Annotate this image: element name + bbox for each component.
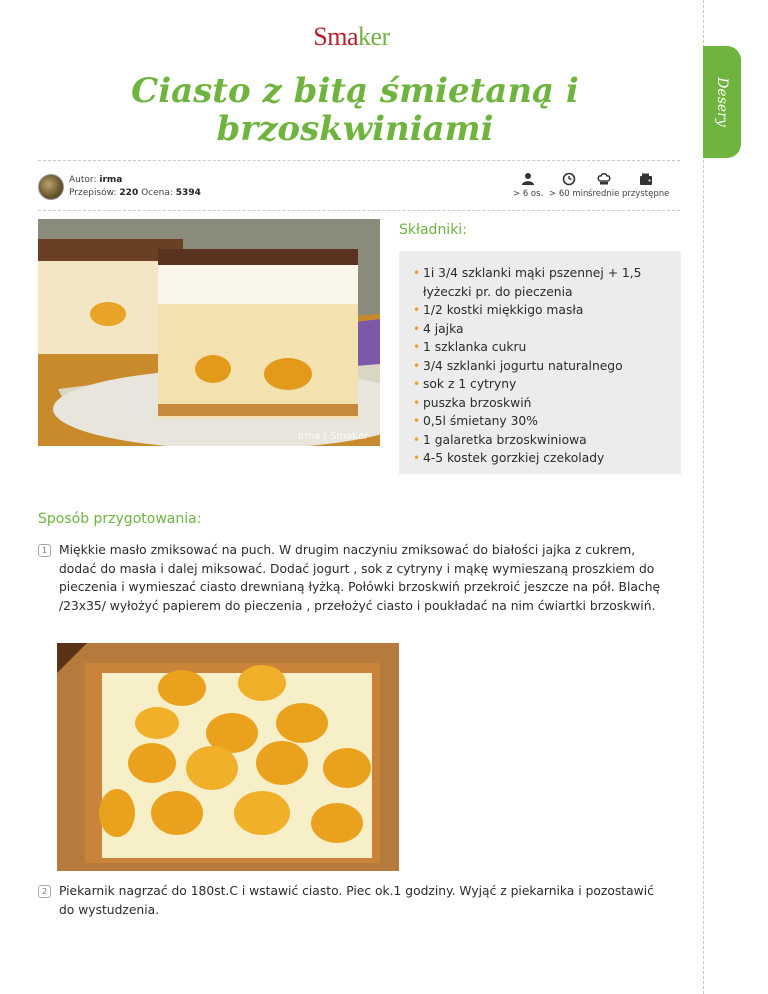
recipe-photo [38, 219, 380, 446]
baking-tray-image [57, 643, 399, 871]
brand-logo-accent: ker [358, 22, 390, 51]
step-number: 2 [38, 885, 51, 898]
chef-hat-icon [597, 172, 611, 186]
author-block [38, 172, 201, 202]
ingredients-heading: Składniki: [399, 222, 467, 238]
ingredient-item: • puszka brzoskwiń [413, 394, 671, 413]
ingredient-item: • 1/2 kostki miękkigo masła [413, 301, 671, 320]
meta-cost [622, 172, 669, 199]
ingredient-item: • 0,5l śmietany 30% [413, 412, 671, 431]
ingredient-item: • 1 szklanka cukru [413, 338, 671, 357]
step-2 [38, 882, 668, 919]
ingredient-item: • 4 jajka [413, 320, 671, 339]
category-tab-label: Desery [714, 77, 730, 127]
divider [38, 210, 680, 211]
ingredients-box [399, 251, 681, 474]
meta-servings [513, 172, 543, 199]
step-number: 1 [38, 544, 51, 557]
rating-value: 5394 [175, 188, 201, 198]
meta-servings-text: > 6 os. [513, 189, 544, 199]
cake-slice-image [38, 219, 380, 446]
ingredient-item: • 1 galaretka brzoskwiniowa [413, 431, 671, 450]
divider [38, 160, 680, 161]
brand-logo-part: Sma [313, 22, 359, 51]
category-tab[interactable] [703, 46, 741, 158]
clock-icon [562, 172, 576, 186]
recipe-title: Ciasto z bitą śmietaną i brzoskwiniami [131, 71, 579, 149]
recipes-label: Przepisów: [69, 188, 117, 198]
author-name[interactable]: irma [99, 175, 123, 185]
method-heading: Sposób przygotowania: [38, 511, 202, 527]
meta-difficulty-text: średnie [588, 189, 620, 199]
step-photo [57, 643, 399, 871]
wallet-icon [639, 172, 653, 186]
meta-time-text: > 60 min [549, 189, 589, 199]
step-1 [38, 541, 668, 615]
person-icon [521, 172, 535, 186]
rating-label: Ocena: [141, 188, 173, 198]
ingredient-item: • 4-5 kostek gorzkiej czekolady [413, 449, 671, 468]
step-text: Piekarnik nagrzać do 180st.C i wstawić ciasto. Piec ok.1 godziny. Wyjąć z piekarnika i pozostawić do wystudzenia. [59, 884, 654, 917]
ingredient-item: • 1i 3/4 szklanki mąki pszennej + 1,5 łyżeczki pr. do pieczenia [413, 264, 671, 301]
meta-cost-text: przystępne [622, 189, 670, 199]
recipes-count: 220 [119, 188, 139, 198]
step-text: Miękkie masło zmiksować na puch. W drugim naczyniu zmiksować do białości jajka z cukrem, dodać do masła i dalej miksować. Dodać jogurt , sok z cytryny i mąkę wymieszaną proszkiem do pieczenia i wymieszać ciasto drewnianą łyżką. Połówki brzoskwiń przekroić jeszcze na pół. Blachę /23x35/ wyłożyć papierem do pieczenia , przełożyć ciasto i poukładać na nim ćwiartki brzoskwiń. [59, 543, 661, 613]
author-label: Autor: [69, 175, 97, 185]
meta-difficulty [588, 172, 619, 199]
meta-time [549, 172, 588, 199]
photo-watermark: irma | Smaker [297, 431, 368, 442]
ingredient-item: • sok z 1 cytryny [413, 375, 671, 394]
ingredient-item: • 3/4 szklanki jogurtu naturalnego [413, 357, 671, 376]
avatar[interactable] [38, 174, 64, 200]
brand-logo [0, 22, 703, 52]
